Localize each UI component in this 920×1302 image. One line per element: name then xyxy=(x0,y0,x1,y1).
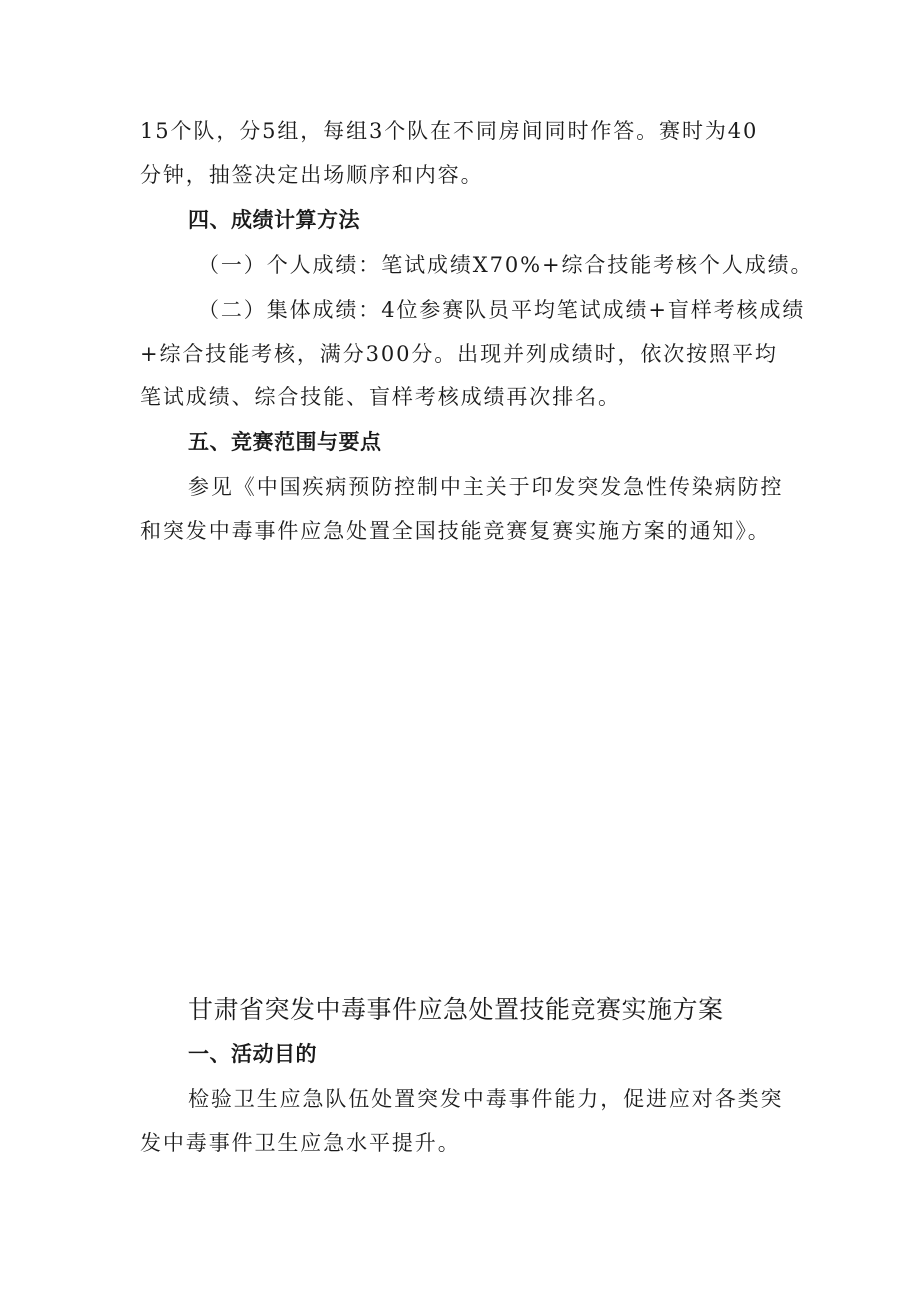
section-heading: 五、竞赛范围与要点 xyxy=(188,430,382,454)
list-item: （二）集体成绩：4位参赛队员平均笔试成绩+盲样考核成绩 xyxy=(198,298,806,322)
paragraph-line: 检验卫生应急队伍处置突发中毒事件能力，促进应对各类突 xyxy=(188,1087,784,1111)
paragraph-line: 笔试成绩、综合技能、盲样考核成绩再次排名。 xyxy=(140,385,621,409)
document-title: 甘肃省突发中毒事件应急处置技能竞赛实施方案 xyxy=(188,995,724,1024)
paragraph-line: 发中毒事件卫生应急水平提升。 xyxy=(140,1131,461,1155)
list-item: （一）个人成绩：笔试成绩X70%+综合技能考核个人成绩。 xyxy=(198,253,814,277)
paragraph-line: +综合技能考核，满分300分。出现并列成绩时，依次按照平均 xyxy=(140,342,778,366)
paragraph-line: 参见《中国疾病预防控制中主关于印发突发急性传染病防控 xyxy=(188,475,784,499)
paragraph-line: 和突发中毒事件应急处置全国技能竞赛复赛实施方案的通知》。 xyxy=(140,519,771,543)
section-heading: 一、活动目的 xyxy=(188,1042,317,1066)
paragraph-line: 15个队，分5组，每组3个队在不同房间同时作答。赛时为40 xyxy=(140,119,759,143)
paragraph-line: 分钟，抽签决定出场顺序和内容。 xyxy=(140,163,484,187)
section-heading: 四、成绩计算方法 xyxy=(188,208,360,232)
